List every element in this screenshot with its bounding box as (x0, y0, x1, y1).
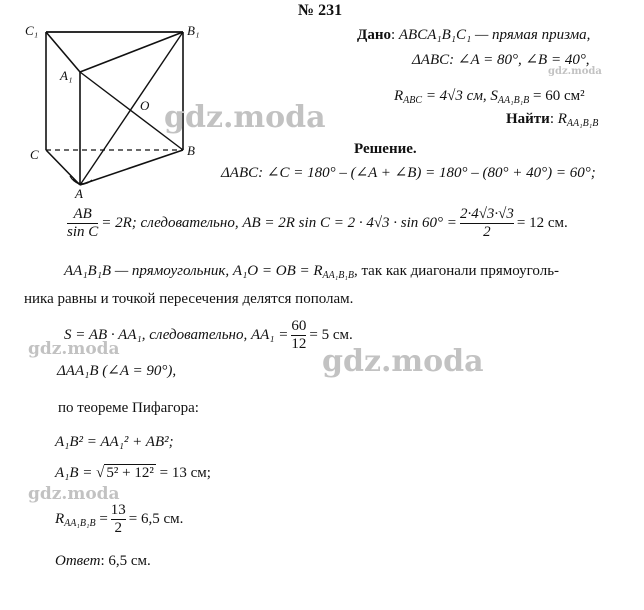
label-b1: B₁ (187, 23, 200, 38)
given-heading: Дано (357, 27, 391, 43)
line-rectangle: AA₁B₁B — прямоугольник, A₁O = OB = $R_{AA_1B_1B}$, так как диагонали прямоуголь- (64, 263, 560, 281)
line-pythagoras-root: A₁B = √ 5² + 12² = 13 см; (55, 465, 211, 481)
fraction-13-2: $\frac{13}{2}$ (110, 502, 126, 536)
line-triangle: ΔAA₁B (∠A = 90°), (57, 363, 177, 379)
label-a1: A₁ (60, 68, 73, 83)
sqrt-radicand: 5² + 12² (106, 465, 154, 481)
watermark-left-bottom: gdz.moda (28, 484, 120, 504)
edge-ca (46, 150, 80, 185)
label-o: O (140, 98, 150, 113)
watermark-large-middle: gdz.moda (322, 344, 484, 379)
edge-c1a1 (46, 32, 80, 72)
line-radius-result: $R_{AA_1B_1B}$ = $\frac{13}{2}$ = 6,5 см. (55, 502, 184, 536)
line-sine-law: $\frac{AB}{\text{sin C}}$ = 2R; следовательно, AB = 2R sin C = 2 · 4√3 · sin 60° = $\frac{2\cdot 4√3\cdot√3}{2}$ = 12 см. (67, 206, 568, 240)
given-line-2: ΔABC: ∠A = 80°, ∠B = 40°, (412, 52, 590, 68)
solution-heading: Решение. (354, 141, 417, 157)
label-a: A (75, 186, 83, 201)
line-area: S = AB · AA₁, следовательно, AA₁ = $\frac{60}{12}$ = 5 см. (64, 318, 353, 352)
line-rectangle-cont: ника равны и точкой пересечения делятся пополам. (24, 291, 354, 307)
line-answer: Ответ: 6,5 см. (55, 553, 151, 569)
given-line-1: Дано: ABCA₁B₁C₁ — прямая призма, (357, 27, 591, 43)
line-pythagoras-square: A₁B² = AA₁² + AB²; (55, 434, 174, 450)
fraction-ab-sinc: $\frac{AB}{\text{sin C}}$ (67, 206, 99, 240)
find-line: Найти: $R_{AA_1B_1B}$ (506, 111, 599, 129)
line-pythagoras-intro: по теореме Пифагора: (58, 400, 199, 416)
problem-number: № 231 (298, 2, 343, 19)
label-b: B (187, 143, 195, 158)
fraction-60-12: $\frac{60}{12}$ (291, 318, 307, 352)
watermark-small-top: gdz.moda (548, 66, 602, 77)
watermark-left-middle: gdz.moda (28, 339, 120, 359)
line-angle-c: ΔABC: ∠C = 180° – (∠A + ∠B) = 180° – (80° + 40°) = 60°; (221, 165, 596, 181)
label-c1: C₁ (25, 23, 39, 38)
edge-a1b1 (80, 32, 183, 72)
watermark-large-top: gdz.moda (164, 100, 326, 135)
edge-ab (80, 150, 183, 185)
given-line-3: $R_{ABC} = 4√3$ см, $S_{AA_1B_1B} = 60$ см² (394, 88, 585, 106)
label-c: C (30, 147, 39, 162)
fraction-sine-calc: $\frac{2\cdot 4√3\cdot√3}{2}$ (459, 206, 514, 240)
